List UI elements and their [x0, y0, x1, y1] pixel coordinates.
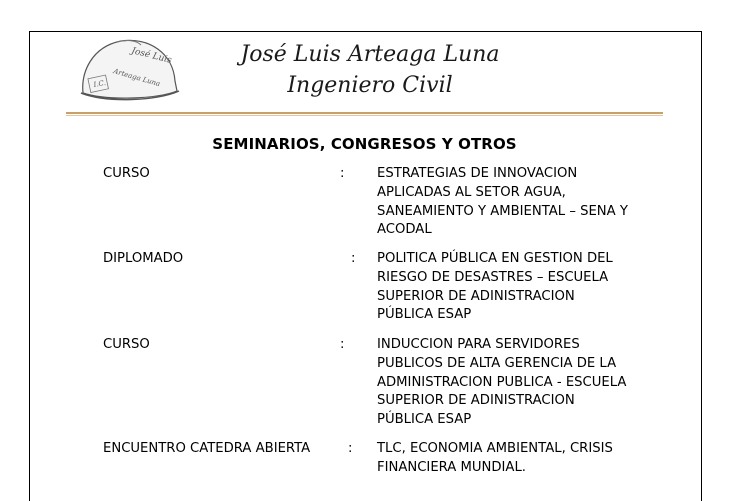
entry-description-line: PÚBLICA ESAP [377, 307, 472, 323]
entry-description [377, 165, 652, 240]
entry-description-line: SANEAMIENTO Y AMBIENTAL – SENA Y [377, 203, 628, 219]
entry-label: ENCUENTRO CATEDRA ABIERTA [103, 441, 311, 456]
logo-text-1: José Luis [130, 46, 173, 66]
entry-description [377, 440, 652, 478]
entry-description-line: POLITICA PÚBLICA EN GESTION DEL [377, 251, 613, 266]
author-name: José Luis Arteaga Luna [240, 42, 500, 67]
hard-hat-logo [77, 33, 181, 105]
entry-description [377, 336, 652, 430]
entry-label: DIPLOMADO [103, 251, 184, 266]
section-title: SEMINARIOS, CONGRESOS Y OTROS [212, 135, 517, 153]
entry-description-line: ACODAL [377, 222, 432, 238]
header-divider [66, 112, 663, 114]
entry-description-line: INDUCCION PARA SERVIDORES [377, 337, 580, 352]
entry-description-line: RIESGO DE DESASTRES – ESCUELA [377, 269, 609, 285]
author-profession: Ingeniero Civil [287, 73, 453, 98]
entry-description-line: APLICADAS AL SETOR AGUA, [377, 184, 566, 200]
entry-separator: : [340, 166, 345, 181]
entry-separator: : [340, 337, 345, 352]
entry-description-line: SUPERIOR DE ADINISTRACION [377, 288, 575, 304]
entry-label: CURSO [103, 337, 150, 352]
entry-description-line: ESTRATEGIAS DE INNOVACION [377, 166, 578, 181]
entry-description-line: ADMINISTRACION PUBLICA - ESCUELA [377, 374, 627, 390]
logo-text-3: Arteaga Luna [112, 67, 162, 89]
entry-description-line: SUPERIOR DE ADINISTRACION [377, 393, 575, 409]
entry-description-line: FINANCIERA MUNDIAL. [377, 459, 526, 475]
entry-separator: : [351, 251, 356, 266]
entry-description [377, 250, 652, 325]
entry-description-line: PÚBLICA ESAP [377, 412, 472, 428]
entry-description-line: TLC, ECONOMIA AMBIENTAL, CRISIS [377, 441, 613, 456]
header-divider-thin [66, 115, 663, 116]
logo-text-2: I.C. [92, 78, 107, 89]
entry-description-line: PUBLICOS DE ALTA GERENCIA DE LA [377, 355, 617, 371]
entry-separator: : [348, 441, 353, 456]
entry-label: CURSO [103, 166, 150, 181]
